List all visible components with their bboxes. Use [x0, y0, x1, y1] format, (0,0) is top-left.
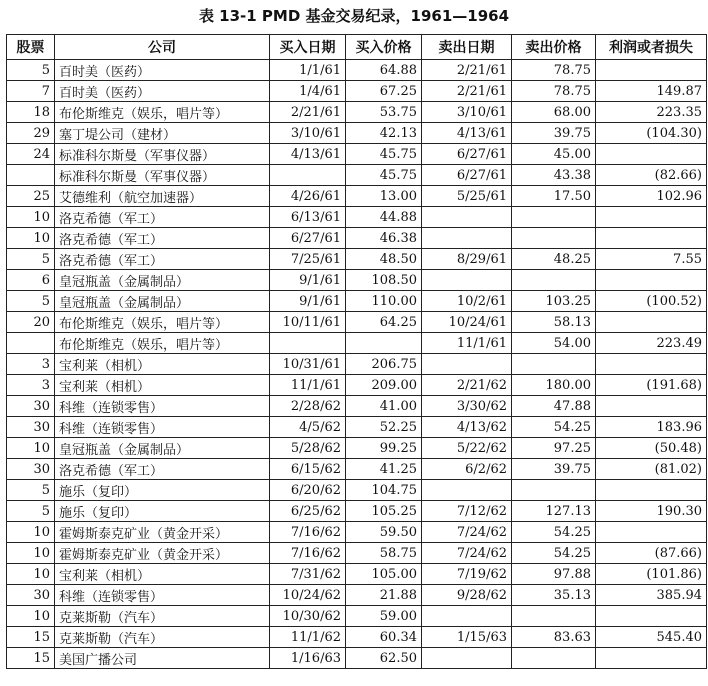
cell-buy-price: 110.00 — [346, 291, 422, 312]
cell-company: 宝利莱（相机） — [55, 375, 270, 396]
cell-buy-price: 44.88 — [346, 207, 422, 228]
cell-buy-date: 6/20/62 — [270, 480, 346, 501]
cell-shares: 5 — [7, 501, 55, 522]
cell-buy-price: 58.75 — [346, 543, 422, 564]
cell-sell-date: 1/15/63 — [422, 627, 512, 648]
cell-buy-date: 10/31/61 — [270, 354, 346, 375]
cell-profit-loss: (104.30) — [596, 123, 707, 144]
cell-shares: 25 — [7, 186, 55, 207]
cell-shares: 3 — [7, 375, 55, 396]
cell-sell-price: 39.75 — [512, 459, 596, 480]
cell-buy-date: 9/1/61 — [270, 270, 346, 291]
cell-sell-price — [512, 207, 596, 228]
cell-sell-date: 8/29/61 — [422, 249, 512, 270]
cell-buy-date: 1/16/63 — [270, 648, 346, 669]
cell-buy-date: 10/30/62 — [270, 606, 346, 627]
table-caption: 表 13-1 PMD 基金交易纪录，1961—1964 — [198, 7, 510, 25]
cell-sell-date: 3/10/61 — [422, 102, 512, 123]
cell-company: 洛克希德（军工） — [55, 228, 270, 249]
header-buy-date: 买入日期 — [270, 35, 346, 60]
table-row — [7, 291, 707, 312]
cell-shares: 5 — [7, 249, 55, 270]
cell-sell-price: 68.00 — [512, 102, 596, 123]
table-row — [7, 354, 707, 375]
cell-buy-date: 11/1/62 — [270, 627, 346, 648]
cell-profit-loss — [596, 144, 707, 165]
table-row — [7, 249, 707, 270]
cell-profit-loss: (191.68) — [596, 375, 707, 396]
cell-company: 百时美（医药） — [55, 81, 270, 102]
cell-shares — [7, 333, 55, 354]
cell-sell-date: 5/25/61 — [422, 186, 512, 207]
cell-buy-date: 5/28/62 — [270, 438, 346, 459]
cell-profit-loss — [596, 606, 707, 627]
table-row — [7, 564, 707, 585]
cell-profit-loss — [596, 354, 707, 375]
cell-sell-price — [512, 270, 596, 291]
cell-buy-price: 105.00 — [346, 564, 422, 585]
cell-shares: 20 — [7, 312, 55, 333]
cell-buy-date: 2/21/61 — [270, 102, 346, 123]
header-sell-date: 卖出日期 — [422, 35, 512, 60]
cell-company: 皇冠瓶盖（金属制品） — [55, 438, 270, 459]
cell-profit-loss — [596, 60, 707, 81]
cell-sell-price: 83.63 — [512, 627, 596, 648]
cell-buy-price: 64.25 — [346, 312, 422, 333]
header-buy-price: 买入价格 — [346, 35, 422, 60]
cell-sell-price: 17.50 — [512, 186, 596, 207]
cell-company: 百时美（医药） — [55, 60, 270, 81]
cell-profit-loss: 223.35 — [596, 102, 707, 123]
cell-buy-price: 209.00 — [346, 375, 422, 396]
cell-sell-date: 2/21/61 — [422, 60, 512, 81]
table-row — [7, 606, 707, 627]
cell-sell-price: 127.13 — [512, 501, 596, 522]
cell-sell-price: 58.13 — [512, 312, 596, 333]
cell-shares: 30 — [7, 459, 55, 480]
table-row — [7, 228, 707, 249]
cell-company: 布伦斯维克（娱乐，唱片等） — [55, 102, 270, 123]
cell-sell-price: 54.25 — [512, 543, 596, 564]
table-row — [7, 417, 707, 438]
cell-profit-loss — [596, 648, 707, 669]
cell-company: 霍姆斯泰克矿业（黄金开采） — [55, 522, 270, 543]
table-row — [7, 648, 707, 669]
table-row — [7, 522, 707, 543]
header-company: 公司 — [55, 35, 270, 60]
cell-buy-price: 62.50 — [346, 648, 422, 669]
cell-profit-loss — [596, 207, 707, 228]
table-row — [7, 459, 707, 480]
cell-sell-price: 103.25 — [512, 291, 596, 312]
cell-buy-price: 45.75 — [346, 165, 422, 186]
cell-shares: 30 — [7, 417, 55, 438]
cell-buy-date: 1/4/61 — [270, 81, 346, 102]
cell-sell-price — [512, 354, 596, 375]
cell-company: 艾德维利（航空加速器） — [55, 186, 270, 207]
cell-buy-price: 46.38 — [346, 228, 422, 249]
cell-company: 标准科尔斯曼（军事仪器） — [55, 165, 270, 186]
cell-sell-date: 7/19/62 — [422, 564, 512, 585]
cell-profit-loss: (81.02) — [596, 459, 707, 480]
cell-profit-loss: 7.55 — [596, 249, 707, 270]
cell-company: 克莱斯勒（汽车） — [55, 606, 270, 627]
cell-buy-price: 206.75 — [346, 354, 422, 375]
cell-shares: 24 — [7, 144, 55, 165]
cell-profit-loss — [596, 396, 707, 417]
cell-sell-date: 6/27/61 — [422, 144, 512, 165]
table-row — [7, 501, 707, 522]
cell-company: 科维（连锁零售） — [55, 417, 270, 438]
cell-buy-price: 59.50 — [346, 522, 422, 543]
cell-buy-date: 6/15/62 — [270, 459, 346, 480]
cell-sell-date — [422, 207, 512, 228]
cell-company: 布伦斯维克（娱乐，唱片等） — [55, 312, 270, 333]
cell-buy-date: 11/1/61 — [270, 375, 346, 396]
table-row — [7, 102, 707, 123]
cell-buy-price: 99.25 — [346, 438, 422, 459]
cell-buy-date: 7/16/62 — [270, 522, 346, 543]
cell-shares: 10 — [7, 522, 55, 543]
cell-sell-price — [512, 648, 596, 669]
cell-profit-loss: 102.96 — [596, 186, 707, 207]
cell-buy-price: 21.88 — [346, 585, 422, 606]
cell-shares: 10 — [7, 543, 55, 564]
cell-buy-price: 108.50 — [346, 270, 422, 291]
cell-shares: 5 — [7, 291, 55, 312]
cell-buy-date: 7/31/62 — [270, 564, 346, 585]
table-row — [7, 480, 707, 501]
cell-buy-date: 2/28/62 — [270, 396, 346, 417]
cell-sell-date: 3/30/62 — [422, 396, 512, 417]
cell-profit-loss — [596, 522, 707, 543]
cell-sell-date — [422, 270, 512, 291]
cell-sell-date: 4/13/61 — [422, 123, 512, 144]
cell-buy-price: 45.75 — [346, 144, 422, 165]
cell-sell-date: 10/2/61 — [422, 291, 512, 312]
cell-sell-price — [512, 606, 596, 627]
cell-company: 布伦斯维克（娱乐，唱片等） — [55, 333, 270, 354]
cell-shares: 29 — [7, 123, 55, 144]
cell-sell-price — [512, 228, 596, 249]
cell-buy-price — [346, 333, 422, 354]
cell-shares — [7, 165, 55, 186]
table-row — [7, 438, 707, 459]
cell-sell-price: 78.75 — [512, 60, 596, 81]
table-row — [7, 81, 707, 102]
cell-sell-price: 97.88 — [512, 564, 596, 585]
cell-profit-loss — [596, 312, 707, 333]
cell-company: 洛克希德（军工） — [55, 249, 270, 270]
header-sell-price: 卖出价格 — [512, 35, 596, 60]
cell-shares: 5 — [7, 60, 55, 81]
cell-sell-price: 180.00 — [512, 375, 596, 396]
cell-sell-date: 4/13/62 — [422, 417, 512, 438]
cell-buy-price: 13.00 — [346, 186, 422, 207]
cell-sell-price: 78.75 — [512, 81, 596, 102]
cell-sell-date: 5/22/62 — [422, 438, 512, 459]
cell-sell-price — [512, 480, 596, 501]
cell-buy-price: 105.25 — [346, 501, 422, 522]
cell-buy-date: 10/11/61 — [270, 312, 346, 333]
cell-buy-date: 4/13/61 — [270, 144, 346, 165]
cell-shares: 5 — [7, 480, 55, 501]
table-row — [7, 333, 707, 354]
cell-shares: 18 — [7, 102, 55, 123]
cell-sell-date — [422, 648, 512, 669]
cell-shares: 10 — [7, 606, 55, 627]
table-row — [7, 396, 707, 417]
cell-buy-price: 64.88 — [346, 60, 422, 81]
cell-sell-date: 7/12/62 — [422, 501, 512, 522]
cell-buy-price: 59.00 — [346, 606, 422, 627]
cell-buy-price: 104.75 — [346, 480, 422, 501]
cell-buy-price: 41.25 — [346, 459, 422, 480]
table-row — [7, 312, 707, 333]
cell-shares: 10 — [7, 438, 55, 459]
cell-company: 标准科尔斯曼（军事仪器） — [55, 144, 270, 165]
trade-record-table — [6, 34, 707, 669]
cell-sell-date — [422, 606, 512, 627]
table-row — [7, 585, 707, 606]
cell-sell-date — [422, 228, 512, 249]
cell-sell-date — [422, 354, 512, 375]
cell-shares: 15 — [7, 627, 55, 648]
table-row — [7, 186, 707, 207]
cell-company: 科维（连锁零售） — [55, 396, 270, 417]
cell-company: 皇冠瓶盖（金属制品） — [55, 270, 270, 291]
cell-buy-date: 7/16/62 — [270, 543, 346, 564]
cell-sell-date: 6/27/61 — [422, 165, 512, 186]
cell-sell-price: 47.88 — [512, 396, 596, 417]
cell-shares: 3 — [7, 354, 55, 375]
cell-buy-price: 52.25 — [346, 417, 422, 438]
table-row — [7, 60, 707, 81]
header-shares: 股票 — [7, 35, 55, 60]
cell-buy-price: 42.13 — [346, 123, 422, 144]
cell-shares: 10 — [7, 228, 55, 249]
cell-company: 克莱斯勒（汽车） — [55, 627, 270, 648]
cell-buy-price: 48.50 — [346, 249, 422, 270]
table-row — [7, 144, 707, 165]
cell-buy-date: 4/5/62 — [270, 417, 346, 438]
table-row — [7, 543, 707, 564]
cell-buy-date: 6/27/61 — [270, 228, 346, 249]
header-profit-loss: 利润或者损失 — [596, 35, 707, 60]
cell-company: 施乐（复印） — [55, 480, 270, 501]
cell-buy-date: 7/25/61 — [270, 249, 346, 270]
cell-shares: 10 — [7, 207, 55, 228]
cell-sell-date: 11/1/61 — [422, 333, 512, 354]
cell-buy-date — [270, 165, 346, 186]
cell-sell-price: 39.75 — [512, 123, 596, 144]
cell-buy-date: 6/13/61 — [270, 207, 346, 228]
cell-sell-price: 35.13 — [512, 585, 596, 606]
cell-company: 洛克希德（军工） — [55, 459, 270, 480]
cell-sell-date: 6/2/62 — [422, 459, 512, 480]
cell-shares: 7 — [7, 81, 55, 102]
cell-sell-price: 54.25 — [512, 417, 596, 438]
cell-profit-loss: (87.66) — [596, 543, 707, 564]
cell-shares: 30 — [7, 396, 55, 417]
cell-profit-loss: (100.52) — [596, 291, 707, 312]
table-row — [7, 627, 707, 648]
cell-company: 宝利莱（相机） — [55, 564, 270, 585]
cell-sell-date: 2/21/62 — [422, 375, 512, 396]
cell-profit-loss: 190.30 — [596, 501, 707, 522]
cell-sell-price: 48.25 — [512, 249, 596, 270]
cell-company: 霍姆斯泰克矿业（黄金开采） — [55, 543, 270, 564]
cell-buy-date: 9/1/61 — [270, 291, 346, 312]
table-row — [7, 165, 707, 186]
cell-sell-date: 2/21/61 — [422, 81, 512, 102]
cell-sell-date: 7/24/62 — [422, 522, 512, 543]
cell-shares: 10 — [7, 564, 55, 585]
cell-profit-loss: 385.94 — [596, 585, 707, 606]
cell-sell-price: 45.00 — [512, 144, 596, 165]
cell-company: 美国广播公司 — [55, 648, 270, 669]
cell-profit-loss: (82.66) — [596, 165, 707, 186]
cell-sell-date: 9/28/62 — [422, 585, 512, 606]
cell-sell-date — [422, 480, 512, 501]
cell-sell-price: 43.38 — [512, 165, 596, 186]
cell-shares: 6 — [7, 270, 55, 291]
cell-company: 洛克希德（军工） — [55, 207, 270, 228]
cell-buy-date — [270, 333, 346, 354]
cell-shares: 15 — [7, 648, 55, 669]
cell-buy-date: 4/26/61 — [270, 186, 346, 207]
cell-sell-price: 54.00 — [512, 333, 596, 354]
cell-buy-date: 3/10/61 — [270, 123, 346, 144]
cell-company: 皇冠瓶盖（金属制品） — [55, 291, 270, 312]
cell-buy-date: 1/1/61 — [270, 60, 346, 81]
cell-buy-date: 10/24/62 — [270, 585, 346, 606]
cell-buy-price: 67.25 — [346, 81, 422, 102]
cell-buy-price: 41.00 — [346, 396, 422, 417]
header-row — [7, 35, 707, 60]
table-row — [7, 375, 707, 396]
cell-profit-loss: 223.49 — [596, 333, 707, 354]
cell-sell-date: 7/24/62 — [422, 543, 512, 564]
table-row — [7, 207, 707, 228]
cell-profit-loss: 183.96 — [596, 417, 707, 438]
cell-buy-price: 53.75 — [346, 102, 422, 123]
cell-buy-price: 60.34 — [346, 627, 422, 648]
cell-shares: 30 — [7, 585, 55, 606]
cell-buy-date: 6/25/62 — [270, 501, 346, 522]
cell-profit-loss — [596, 228, 707, 249]
cell-profit-loss: (50.48) — [596, 438, 707, 459]
cell-company: 宝利莱（相机） — [55, 354, 270, 375]
cell-sell-price: 97.25 — [512, 438, 596, 459]
cell-profit-loss: 545.40 — [596, 627, 707, 648]
table-row — [7, 270, 707, 291]
cell-sell-date: 10/24/61 — [422, 312, 512, 333]
cell-profit-loss — [596, 270, 707, 291]
cell-company: 塞丁堤公司（建材） — [55, 123, 270, 144]
cell-company: 施乐（复印） — [55, 501, 270, 522]
cell-company: 科维（连锁零售） — [55, 585, 270, 606]
cell-profit-loss: (101.86) — [596, 564, 707, 585]
cell-profit-loss — [596, 480, 707, 501]
cell-profit-loss: 149.87 — [596, 81, 707, 102]
cell-sell-price: 54.25 — [512, 522, 596, 543]
table-row — [7, 123, 707, 144]
